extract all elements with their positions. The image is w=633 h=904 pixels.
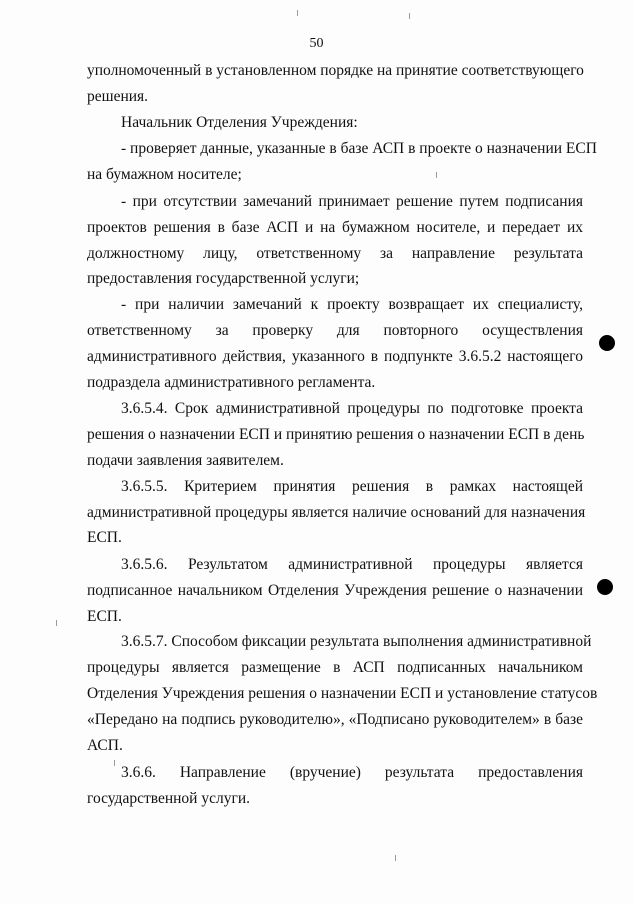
scan-speck [297,10,298,16]
text-line: АСП. [87,737,123,754]
text-line: подачи заявления заявителем. [87,452,284,469]
text-line: Отделения Учреждения решения о назначении ЕСП и установление статусов [87,685,598,702]
text-line: Начальник Отделения Учреждения: [121,114,358,131]
scan-speck [114,760,115,766]
punch-hole-mark [599,335,615,351]
text-line: решения. [87,88,149,105]
text-line: административной процедуры является наличие оснований для назначения [87,504,586,521]
text-line: должностному лицу, ответственному за направление результата [87,245,583,262]
text-line: 3.6.5.6. Результатом административной процедуры является [121,556,583,573]
scan-speck [436,172,437,178]
text-line: административного действия, указанного в подпункте 3.6.5.2 настоящего [87,348,583,365]
text-line: государственной услуги. [87,790,250,807]
punch-hole-mark [597,579,613,595]
text-line: ЕСП. [87,529,122,546]
text-line: - проверяет данные, указанные в базе АСП в проекте о назначении ЕСП [121,140,597,157]
text-line: - при наличии замечаний к проекту возвращает их специалисту, [121,296,583,313]
text-line: - при отсутствии замечаний принимает решение путем подписания [121,193,583,210]
text-line: 3.6.5.5. Критерием принятия решения в рамках настоящей [121,478,583,495]
text-line: подписанное начальником Отделения Учреждения решение о назначении [87,582,583,599]
text-line: предоставления государственной услуги; [87,270,360,287]
scan-speck [409,13,410,19]
text-line: 3.6.5.4. Срок административной процедуры по подготовке проекта [121,400,583,417]
text-line: процедуры является размещение в АСП подписанных начальником [87,659,583,676]
page-number: 50 [309,36,324,51]
text-line: 3.6.6. Направление (вручение) результата предоставления [121,764,583,781]
scan-speck [395,855,396,861]
scan-speck [56,620,57,626]
text-line: ответственному за проверку для повторного осуществления [87,322,583,339]
text-line: 3.6.5.7. Способом фиксации результата выполнения административной [121,633,592,650]
text-line: ЕСП. [87,608,122,625]
text-line: решения о назначении ЕСП и принятию решения о назначении ЕСП в день [87,426,585,443]
text-line: на бумажном носителе; [87,166,242,183]
text-line: проектов решения в базе АСП и на бумажном носителе, и передает их [87,219,583,236]
text-line: подраздела административного регламента. [87,374,376,391]
text-line: «Передано на подпись руководителю», «Подписано руководителем» в базе [87,711,583,728]
text-line: уполномоченный в установленном порядке на принятие соответствующего [87,62,584,79]
